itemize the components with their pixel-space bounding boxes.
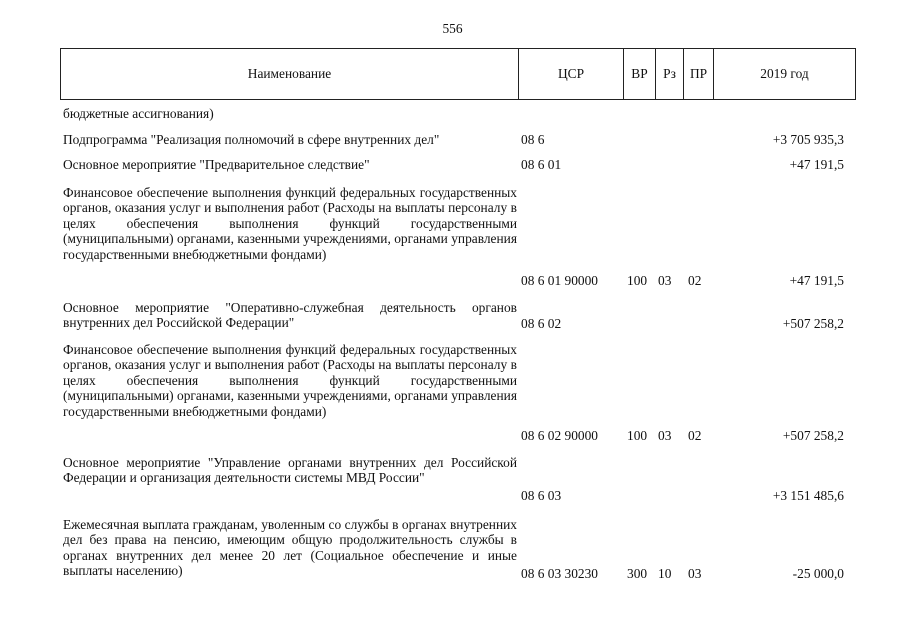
row-amount: +3 151 485,6	[772, 488, 844, 503]
row-name: Подпрограмма "Реализация полномочий в сфере внутренних дел"	[63, 132, 440, 147]
row-rz: 03	[658, 428, 672, 443]
row-csr: 08 6 02	[521, 316, 562, 331]
row-name: Основное мероприятие "Предварительное следствие"	[63, 157, 370, 172]
row-pr: 02	[688, 428, 702, 443]
row-pr: 03	[688, 566, 702, 581]
row-name: бюджетные ассигнования)	[63, 106, 214, 121]
row-csr: 08 6 01 90000	[521, 273, 598, 288]
row-csr: 08 6	[521, 132, 545, 147]
table-header	[60, 48, 856, 100]
header-year: 2019 год	[714, 49, 856, 100]
row-csr: 08 6 03 30230	[521, 566, 598, 581]
row-amount: +507 258,2	[782, 428, 844, 443]
row-csr: 08 6 01	[521, 157, 562, 172]
row-amount: -25 000,0	[792, 566, 844, 581]
row-name: Финансовое обеспечение выполнения функций федеральных государственных органов, оказания услуг и выполнения работ (Расходы на выплаты персоналу в целях обеспечения выполнения функций государственными (муниципальными) органами, казенными учреждениями, органами управления государственными внебюджетными фондами)	[63, 185, 517, 262]
row-amount: +507 258,2	[782, 316, 844, 331]
header-pr: ПР	[684, 49, 714, 100]
page-number: 556	[442, 21, 463, 36]
row-amount: +3 705 935,3	[772, 132, 844, 147]
row-rz: 03	[658, 273, 672, 288]
row-rz: 10	[658, 566, 672, 581]
row-name: Финансовое обеспечение выполнения функций федеральных государственных органов, оказания услуг и выполнения работ (Расходы на выплаты персоналу в целях обеспечения выполнения функций государственными (муниципальными) органами, казенными учреждениями, органами управления государственными внебюджетными фондами)	[63, 342, 517, 419]
row-name: Основное мероприятие "Управление органами внутренних дел Российской Федерации и организация деятельности системы МВД России"	[63, 455, 517, 486]
row-vr: 100	[627, 273, 648, 288]
header-csr: ЦСР	[519, 49, 624, 100]
row-name: Ежемесячная выплата гражданам, уволенным со службы в органах внутренних дел без права на пенсию, имеющим общую продолжительность службы в органах внутренних дел менее 20 лет (Социальное обеспечение и иные выплаты населению)	[63, 517, 517, 579]
header-name: Наименование	[61, 49, 519, 100]
row-name: Основное мероприятие "Оперативно-служебная деятельность органов внутренних дел Российской Федерации"	[63, 300, 517, 331]
row-amount: +47 191,5	[789, 157, 844, 172]
row-amount: +47 191,5	[789, 273, 844, 288]
row-csr: 08 6 02 90000	[521, 428, 598, 443]
header-vr: ВР	[624, 49, 656, 100]
row-pr: 02	[688, 273, 702, 288]
row-vr: 300	[627, 566, 648, 581]
row-csr: 08 6 03	[521, 488, 562, 503]
row-vr: 100	[627, 428, 648, 443]
header-rz: Рз	[656, 49, 684, 100]
